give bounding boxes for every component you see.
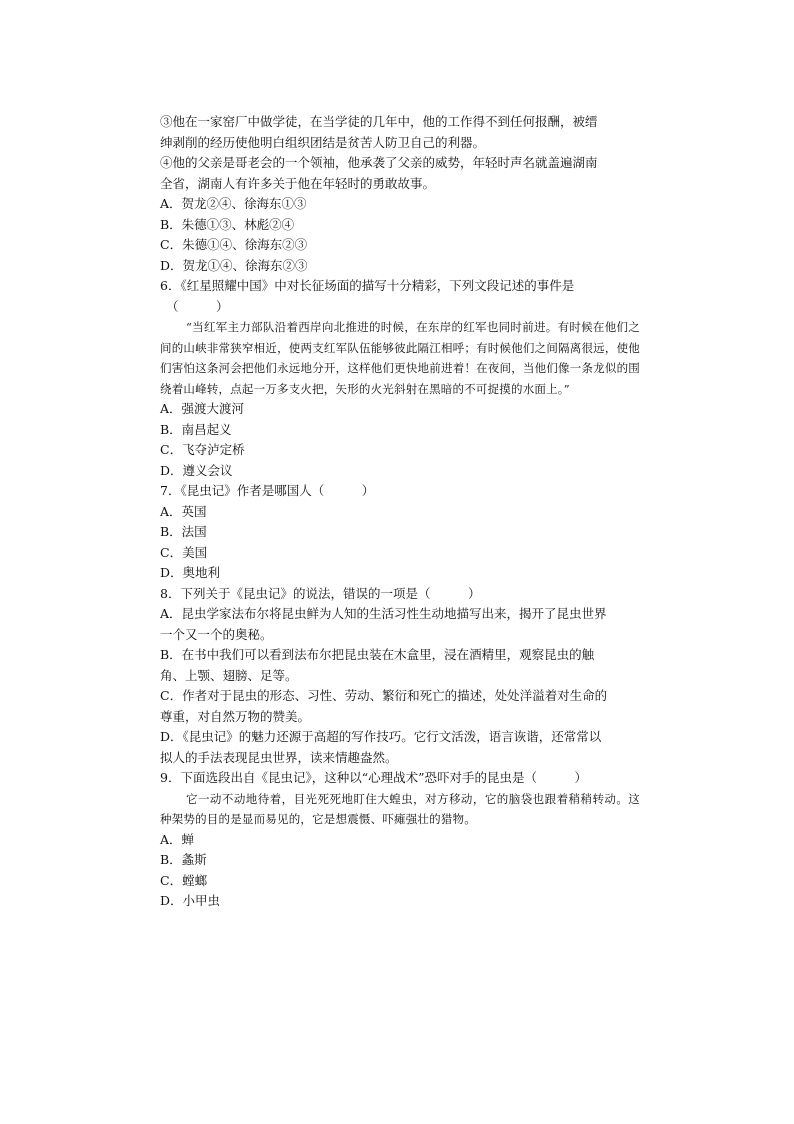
q6-option-b[interactable]: B．南昌起义	[160, 421, 232, 437]
q5-option-d[interactable]: D．贺龙①④、徐海东②③	[160, 257, 308, 273]
q8-stem: 8．下列关于《昆虫记》的说法，错误的一项是（ ）	[160, 585, 481, 601]
q8-option-a[interactable]	[160, 604, 640, 645]
exam-page	[160, 112, 640, 912]
q9-option-c[interactable]: C．螳螂	[160, 872, 208, 888]
q9-passage-line: 它一动不动地待着，目光死死地盯住大蝗虫，对方移动，它的脑袋也跟着稍	[186, 791, 581, 806]
q9-passage	[160, 789, 640, 830]
q6-passage-line: 着！在夜间，当他们像一条龙似的围绕着山峰转，点起一万多支火把，矢形的火光	[160, 361, 640, 396]
q8-option-b-line-1: B．在书中我们可以看到法布尔把昆虫装在木盒里，浸在酒精里，观察昆虫的触	[160, 647, 595, 662]
q9-option-b[interactable]: B．螽斯	[160, 852, 207, 867]
q6-passage-line: 时候在他们之间的山峡非常狭窄相近，使两支红军队伍能够彼此隔江相呼；有时候	[160, 320, 640, 355]
q8-option-d[interactable]	[160, 727, 640, 768]
q9-option-d[interactable]: D．小甲虫	[160, 893, 221, 908]
q7-option-a[interactable]: A．英国	[160, 503, 207, 519]
q8-option-c-line-1: C．作者对于昆虫的形态、习性、劳动、繁衍和死亡的描述，处处洋溢着对生命的	[160, 688, 608, 703]
q8-option-b-line-2: 角、上颚、翅膀、足等。	[160, 667, 298, 683]
q8-option-c[interactable]	[160, 686, 640, 727]
item-3-line-1: ③他在一家窑厂中做学徒，在当学徒的几年中，他的工作得不到任何报酬，被缙	[160, 114, 598, 129]
q8-option-c-line-2: 尊重，对自然万物的赞美。	[160, 708, 311, 724]
item-3-line-2: 绅剥削的经历使他明白组织团结是贫苦人防卫自己的利器。	[160, 134, 486, 150]
q5-option-c[interactable]: C．朱德①④、徐海东②③	[160, 237, 308, 252]
q6-option-c[interactable]: C．飞夺泸定桥	[160, 442, 245, 457]
q6-passage	[160, 317, 640, 399]
q8-option-d-line-2: 拟人的手法表现昆虫世界，读来情趣盎然。	[160, 749, 398, 765]
q7-option-b[interactable]: B．法国	[160, 524, 207, 539]
q5-option-b[interactable]: B．朱德①③、林彪②④	[160, 216, 295, 232]
q6-option-d[interactable]: D．遵义会议	[160, 462, 233, 478]
q8-option-b[interactable]	[160, 645, 640, 686]
q6-passage-line: 斜射在黑暗的不可捉摸的水面上。”	[394, 381, 570, 396]
q6-answer-paren: （ ）	[166, 298, 229, 314]
q7-option-d[interactable]: D．奥地利	[160, 565, 221, 580]
q5-option-a[interactable]: A．贺龙②④、徐海东①③	[160, 196, 307, 211]
q8-option-d-line-1: D．《昆虫记》的魅力还源于高超的写作技巧。它行文活泼，语言诙谐，还常常以	[160, 729, 602, 744]
q6-stem: 6．《红星照耀中国》中对长征场面的描写十分精彩，下列文段记述的事件是	[160, 278, 575, 293]
q8-option-a-line-1: A．昆虫学家法布尔将昆虫鲜为人知的生活习性生动地描写出来，揭开了昆虫世界	[160, 606, 607, 621]
q9-stem: 9．下面选段出自《昆虫记》，这种以“心理战术”恐吓对手的昆虫是（ ）	[160, 770, 587, 785]
q6-option-a[interactable]: A．强渡大渡河	[160, 401, 245, 416]
q8-option-a-line-2: 一个又一个的奥秘。	[160, 626, 273, 642]
item-4-line-2: 全省，湖南人有许多关于他在年轻时的勇敢故事。	[160, 175, 436, 191]
q9-passage-line: 稍转动。这种架势的目的是显而易见的，它是想震慑、吓瘫强壮的猎物。	[160, 791, 640, 826]
q6-passage-line: “当红军主力部队沿着西岸向北推进的时候，在东岸的红军也同时前进。有	[186, 320, 570, 334]
q9-option-a[interactable]: A．蝉	[160, 831, 195, 847]
q6-passage-line: 他们之间隔离很远，使他们害怕这条河会把他们永远地分开，这样他们更快地前进	[160, 340, 640, 375]
item-4-line-1: ④他的父亲是哥老会的一个领袖，他承袭了父亲的威势，年轻时声名就盖遍湖南	[160, 155, 598, 170]
q7-option-c[interactable]: C．美国	[160, 544, 208, 560]
q7-stem: 7．《昆虫记》作者是哪国人（ ）	[160, 483, 375, 498]
